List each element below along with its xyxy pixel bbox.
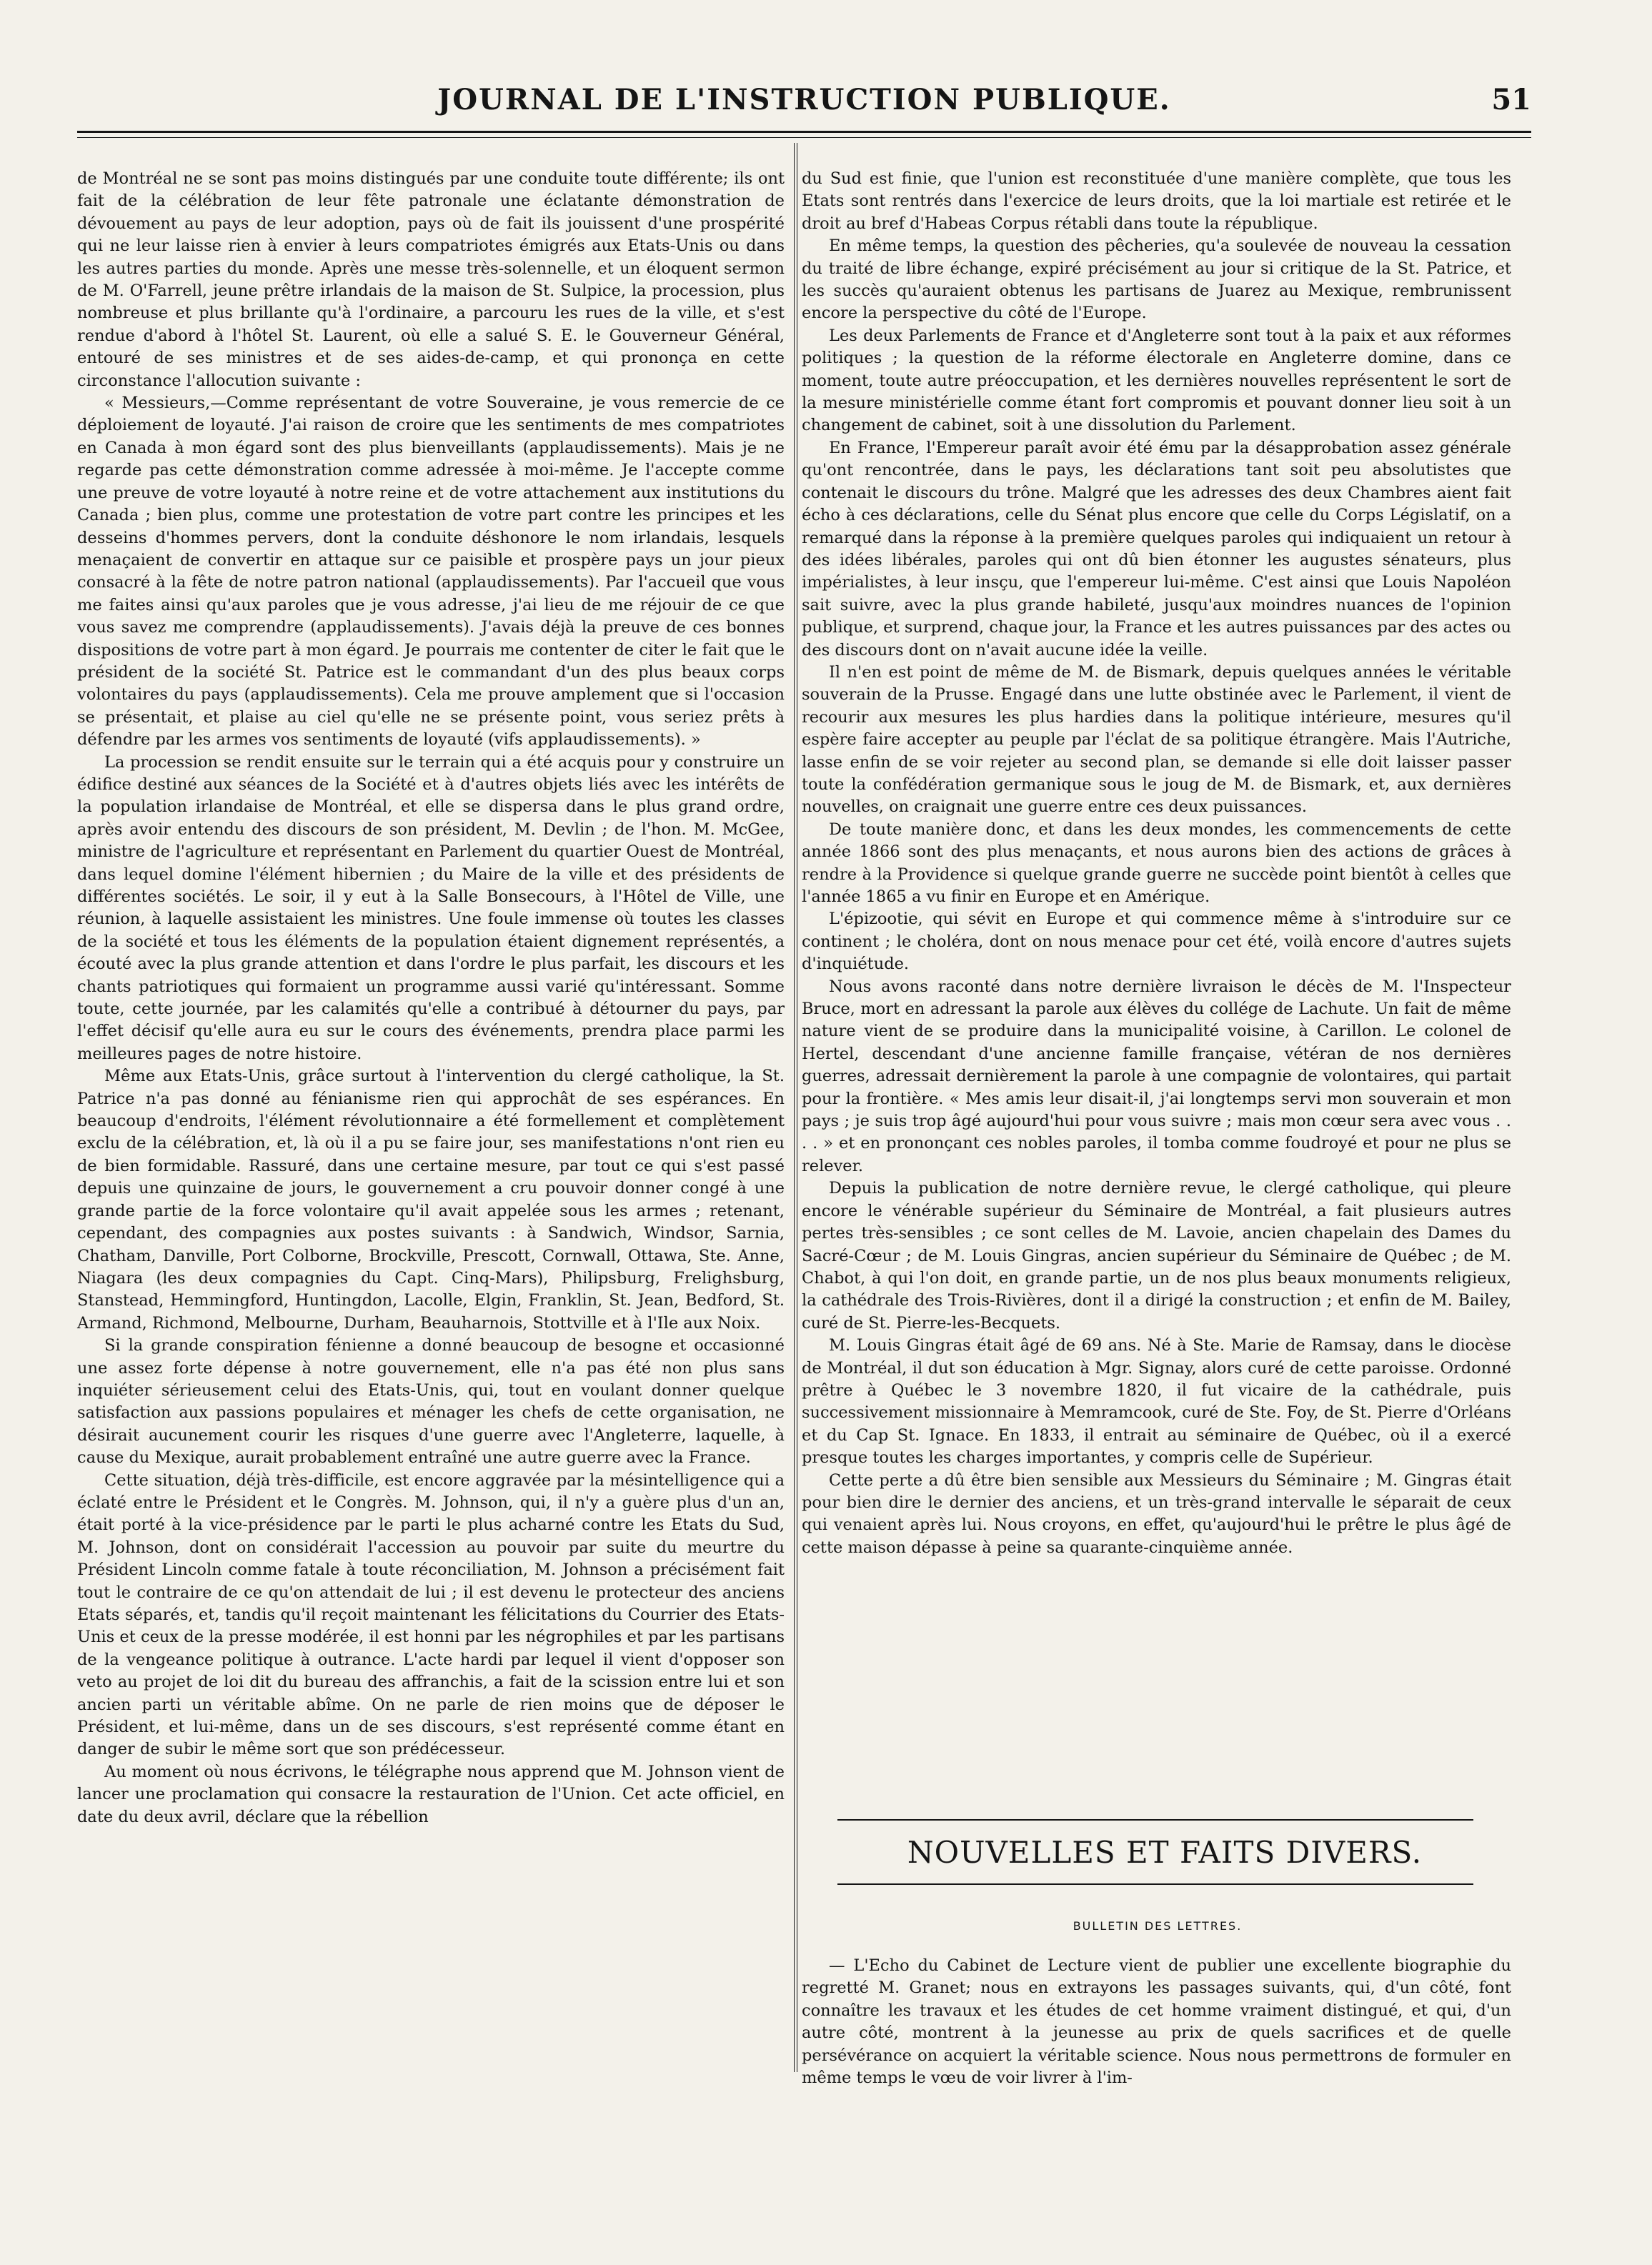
paragraph: Même aux Etats-Unis, grâce surtout à l'intervention du clergé catholique, la St. Patrice n'a pas donné au fénianisme rien qui approchât de ses espérances. En beaucoup d'endroits, l'élément révolutionnaire a été formellement et complètement exclu de la célébration, et, là où il a pu se faire jour, ses manifestations n'ont rien eu de bien formidable. Rassuré, dans une certaine mesure, par tout ce qui s'est passé depuis une quinzaine de jours, le gouvernement a cru pouvoir donner congé à une grande partie de la force volontaire qu'il avait appelée sous les armes ; retenant, cependant, des compagnies aux postes suivants : à Sandwich, Windsor, Sarnia, Chatham, Danville, Port Colborne, Brockville, Prescott, Cornwall, Ottawa, Ste. Anne, Niagara (les deux compagnies du Capt. Cinq-Mars), Philipsburg, Frelighsburg, Stanstead, Hemmingford, Huntingdon, Lacolle, Elgin, Franklin, St. Jean, Bedford, St. Armand, Richmond, Melbourne, Durham, Beauharnois, Stottville et à l'Ile aux Noix.: [77, 1067, 785, 1333]
section-rule-top: [837, 1819, 1473, 1823]
section-body: [802, 1955, 1511, 2089]
section-subtitle: BULLETIN DES LETTRES.: [1073, 1919, 1243, 1933]
paragraph: « Messieurs,—Comme représentant de votre Souveraine, je vous remercie de ce déploiement de loyauté. J'ai raison de croire que les sentiments de mes compatriotes en Canada à mon égard sont des plus bienveillants (applaudissements). Mais je ne regarde pas cette démonstration comme adressée à moi-même. Je l'accepte comme une preuve de votre loyauté à notre reine et de votre attachement aux institutions du Canada ; bien plus, comme une protestation de votre part contre les principes et les desseins d'hommes pervers, dont la conduite déshonore le nom irlandais, lesquels menaçaient de convertir en attaque sur ce paisible et prospère pays un jour pieux consacré à la fête de notre patron national (applaudissements). Par l'accueil que vous me faites ainsi qu'aux paroles que je vous adresse, j'ai lieu de me réjouir de ce que vous savez me comprendre (applaudissements). J'avais déjà la preuve de ces bonnes dispositions de votre part à mon égard. Je pourrais me contenter de citer le fait que le président de la société St. Patrice est le commandant d'un des plus beaux corps volontaires du pays (applaudissements). Cela me prouve amplement que si l'occasion se présentait, et plaise au ciel qu'elle ne se présente point, vous seriez prêts à défendre par les armes vos sentiments de loyauté (vifs applaudissements). »: [77, 394, 785, 750]
paragraph: Cette situation, déjà très-difficile, est encore aggravée par la mésintelligence qui a éclaté entre le Président et le Congrès. M. Johnson, qui, il n'y a guère plus d'un an, était porté à la vice-présidence par le parti le plus acharné contre les Etats du Sud, M. Johnson, dont on considérait l'accession au pouvoir par suite du meurtre du Président Lincoln comme fatale à toute réconciliation, M. Johnson a précisément fait tout le contraire de ce qu'on attendait de lui ; il est devenu le protecteur des anciens Etats séparés, et, tandis qu'il reçoit maintenant les félicitations du Courrier des Etats-Unis et ceux de la presse modérée, il est honni par les négrophiles et par les partisans de la vengeance politique à outrance. L'acte hardi par lequel il vient d'opposer son veto au projet de loi dit du bureau des affranchis, a fait de la scission entre lui et son ancien parti un véritable abîme. On ne parle de rien moins que de déposer le Président, et lui-même, dans un de ses discours, s'est représenté comme étant en danger de subir le même sort que son prédécesseur.: [77, 1470, 785, 1759]
paragraph: M. Louis Gingras était âgé de 69 ans. Né à Ste. Marie de Ramsay, dans le diocèse de Montréal, il dut son éducation à Mgr. Signay, alors curé de cette paroisse. Ordonné prêtre à Québec le 3 novembre 1820, il fut vicaire de la cathédrale, puis successivement missionnaire à Memramcook, curé de Ste. Foy, de St. Pierre d'Orléans et du Cap St. Ignace. En 1833, il entrait au séminaire de Québec, où il a exercé presque toutes les charges importantes, y compris celle de Supérieur.: [802, 1336, 1511, 1468]
header-rule: [77, 131, 1531, 138]
column-divider: [794, 143, 797, 2072]
page-header: [77, 80, 1531, 123]
page-number: 51: [1491, 83, 1531, 116]
paragraph: Nous avons raconté dans notre dernière livraison le décès de M. l'Inspecteur Bruce, mort en adressant la parole aux élèves du collége de Lachute. Un fait de même nature vient de se produire dans la municipalité voisine, à Carillon. Le colonel de Hertel, descendant d'une ancienne famille française, vétéran de nos dernières guerres, adressait dernièrement la parole à une compagnie de volontaires, qui partait pour la frontière. « Mes amis leur disait-il, j'ai longtemps servi mon souverain et mon pays ; je suis trop âgé aujourd'hui pour vous suivre ; mais mon cœur sera avec vous . . . . » et en prononçant ces nobles paroles, il tomba comme foudroyé et pour ne plus se relever.: [802, 977, 1511, 1175]
paragraph: De toute manière donc, et dans les deux mondes, les commencements de cette année 1866 sont des plus menaçants, et nous aurons bien des actions de grâces à rendre à la Providence si quelque grande guerre ne succède point bientôt à celles que l'année 1865 a vu finir en Europe et en Amérique.: [802, 820, 1511, 906]
paragraph: Si la grande conspiration fénienne a donné beaucoup de besogne et occasionné une assez forte dépense à notre gouvernement, elle n'a pas été non plus sans inquiéter sérieusement celui des Etats-Unis, qui, tout en voulant donner quelque satisfaction aux passions populaires et ménager les chefs de cette organisation, ne désirait aucunement courir les risques d'une guerre avec l'Angleterre, laquelle, à cause du Mexique, aurait probablement entraîné une autre guerre avec la France.: [77, 1336, 785, 1468]
paragraph: En France, l'Empereur paraît avoir été ému par la désapprobation assez générale qu'ont rencontrée, dans le pays, les déclarations tant soit peu absolutistes que contenait le discours du trône. Malgré que les adresses des deux Chambres aient fait écho à ces déclarations, celle du Sénat plus encore que celle du Corps Législatif, on a remarqué dans la réponse à la première quelques paroles qui indiquaient un retour à des idées libérales, paroles qui ont dû bien étonner les augustes sénateurs, plus impérialistes, à leur insçu, que l'empereur lui-même. C'est ainsi que Louis Napoléon sait suivre, avec la plus grande habileté, jusqu'aux moindres nuances de l'opinion publique, et surprend, chaque jour, la France et les autres puissances par des actes ou des discours dont on n'avait aucune idée la veille.: [802, 438, 1511, 659]
paragraph: Les deux Parlements de France et d'Angleterre sont tout à la paix et aux réformes politiques ; la question de la réforme électorale en Angleterre domine, dans ce moment, toute autre préoccupation, et les dernières nouvelles représentent le sort de la mesure ministérielle comme étant fort compromis et pouvant donner lieu soit à un changement de cabinet, soit à une dissolution du Parlement.: [802, 326, 1511, 435]
paragraph: La procession se rendit ensuite sur le terrain qui a été acquis pour y construire un édifice destiné aux séances de la Société et à d'autres objets liés avec les intérêts de la population irlandaise de Montréal, et elle se dispersa dans le plus grand ordre, après avoir entendu des discours de son président, M. Devlin ; de l'hon. M. McGee, ministre de l'agriculture et représentant en Parlement du quartier Ouest de Montréal, dans lequel domine l'élément hibernien ; du Maire de la ville et des présidents de différentes sociétés. Le soir, il y eut à la Salle Bonsecours, à l'Hôtel de Ville, une réunion, à laquelle assistaient les ministres. Une foule immense où toutes les classes de la société et tous les éléments de la population étaient dignement représentés, a écouté avec la plus grande attention et dans l'ordre le plus parfait, les discours et les chants patriotiques qui formaient un programme aussi varié qu'intéressant. Somme toute, cette journée, par les calamités qu'elle a contribué à détourner du pays, par l'effet décisif qu'elle aura eu sur le cours des événements, prendra place parmi les meilleures pages de notre histoire.: [77, 752, 785, 1063]
journal-title: JOURNAL DE L'INSTRUCTION PUBLIQUE.: [437, 83, 1171, 116]
paragraph: Au moment où nous écrivons, le télégraphe nous apprend que M. Johnson vient de lancer une proclamation qui consacre la restauration de l'Union. Cet acte officiel, en date du deux avril, déclare que la rébellion: [77, 1762, 785, 1826]
paragraph: — L'Echo du Cabinet de Lecture vient de publier une excellente biographie du regretté M. Granet; nous en extrayons les passages suivants, qui, d'un côté, font connaître les travaux et les études de cet homme vraiment distingué, et qui, d'un autre côté, montrent à la jeunesse au prix de quels sacrifices et de quelle persévérance on acquiert la véritable science. Nous nous permettrons de formuler en même temps le vœu de voir livrer à l'im-: [802, 1956, 1511, 2088]
paragraph: Il n'en est point de même de M. de Bismark, depuis quelques années le véritable souverain de la Prusse. Engagé dans une lutte obstinée avec le Parlement, il vient de recourir aux mesures les plus hardies dans la politique intérieure, mesures qu'il espère faire accepter au peuple par l'éclat de sa politique étrangère. Mais l'Autriche, lasse enfin de se voir rejeter au second plan, se demande si elle doit laisser passer toute la confédération germanique sous le joug de M. de Bismark, et, aux dernières nouvelles, on craignait une guerre entre ces deux puissances.: [802, 662, 1511, 817]
section-title: NOUVELLES ET FAITS DIVERS.: [907, 1835, 1423, 1870]
paragraph: du Sud est finie, que l'union est reconstituée d'une manière complète, que tous les Etats sont rentrés dans l'exercice de leurs droits, que la loi martiale est retirée et le droit au bref d'Habeas Corpus rétabli dans toute la république.: [802, 169, 1511, 233]
left-column: [77, 168, 785, 1828]
paragraph: En même temps, la question des pêcheries, qu'a soulevée de nouveau la cessation du traité de libre échange, expiré précisément au jour si critique de la St. Patrice, et les succès qu'auraient obtenus les partisans de Juarez au Mexique, rembrunissent encore la perspective du côté de l'Europe.: [802, 237, 1511, 323]
paragraph: Depuis la publication de notre dernière revue, le clergé catholique, qui pleure encore le vénérable supérieur du Séminaire de Montréal, a fait plusieurs autres pertes très-sensibles ; ce sont celles de M. Lavoie, ancien chapelain des Dames du Sacré-Cœur ; de M. Louis Gingras, ancien supérieur du Séminaire de Québec ; de M. Chabot, à qui l'on doit, en grande partie, un de nos plus beaux monuments religieux, la cathédrale des Trois-Rivières, dont il a dirigé la construction ; et enfin de M. Bailey, curé de St. Pierre-les-Becquets.: [802, 1179, 1511, 1333]
right-column: [802, 168, 1511, 1559]
section-rule-bottom: [837, 1883, 1473, 1887]
paragraph: Cette perte a dû être bien sensible aux Messieurs du Séminaire ; M. Gingras était pour bien dire le dernier des anciens, et un très-grand intervalle le séparait de ceux qui venaient après lui. Nous croyons, en effet, qu'aujourd'hui le prêtre le plus âgé de cette maison dépasse à peine sa quarante-cinquième année.: [802, 1470, 1511, 1557]
paragraph: L'épizootie, qui sévit en Europe et qui commence même à s'introduire sur ce continent ; le choléra, dont on nous menace pour cet été, voilà encore d'autres sujets d'inquiétude.: [802, 910, 1511, 974]
paragraph: de Montréal ne se sont pas moins distingués par une conduite toute différente; ils ont fait de la célébration de leur fête patronale une éclatante démonstration de dévouement au pays de leur adoption, pays où de fait ils jouissent d'une prospérité qui ne leur laisse rien à envier à leurs compatriotes émigrés aux Etats-Unis ou dans les autres parties du monde. Après une messe très-solennelle, et un éloquent sermon de M. O'Farrell, jeune prêtre irlandais de la maison de St. Sulpice, la procession, plus nombreuse et plus brillante qu'à l'ordinaire, a parcouru les rues de la ville, et s'est rendue d'abord à l'hôtel St. Laurent, où elle a salué S. E. le Gouverneur Général, entouré de ses ministres et de ses aides-de-camp, et qui prononça en cette circonstance l'allocution suivante :: [77, 169, 785, 390]
